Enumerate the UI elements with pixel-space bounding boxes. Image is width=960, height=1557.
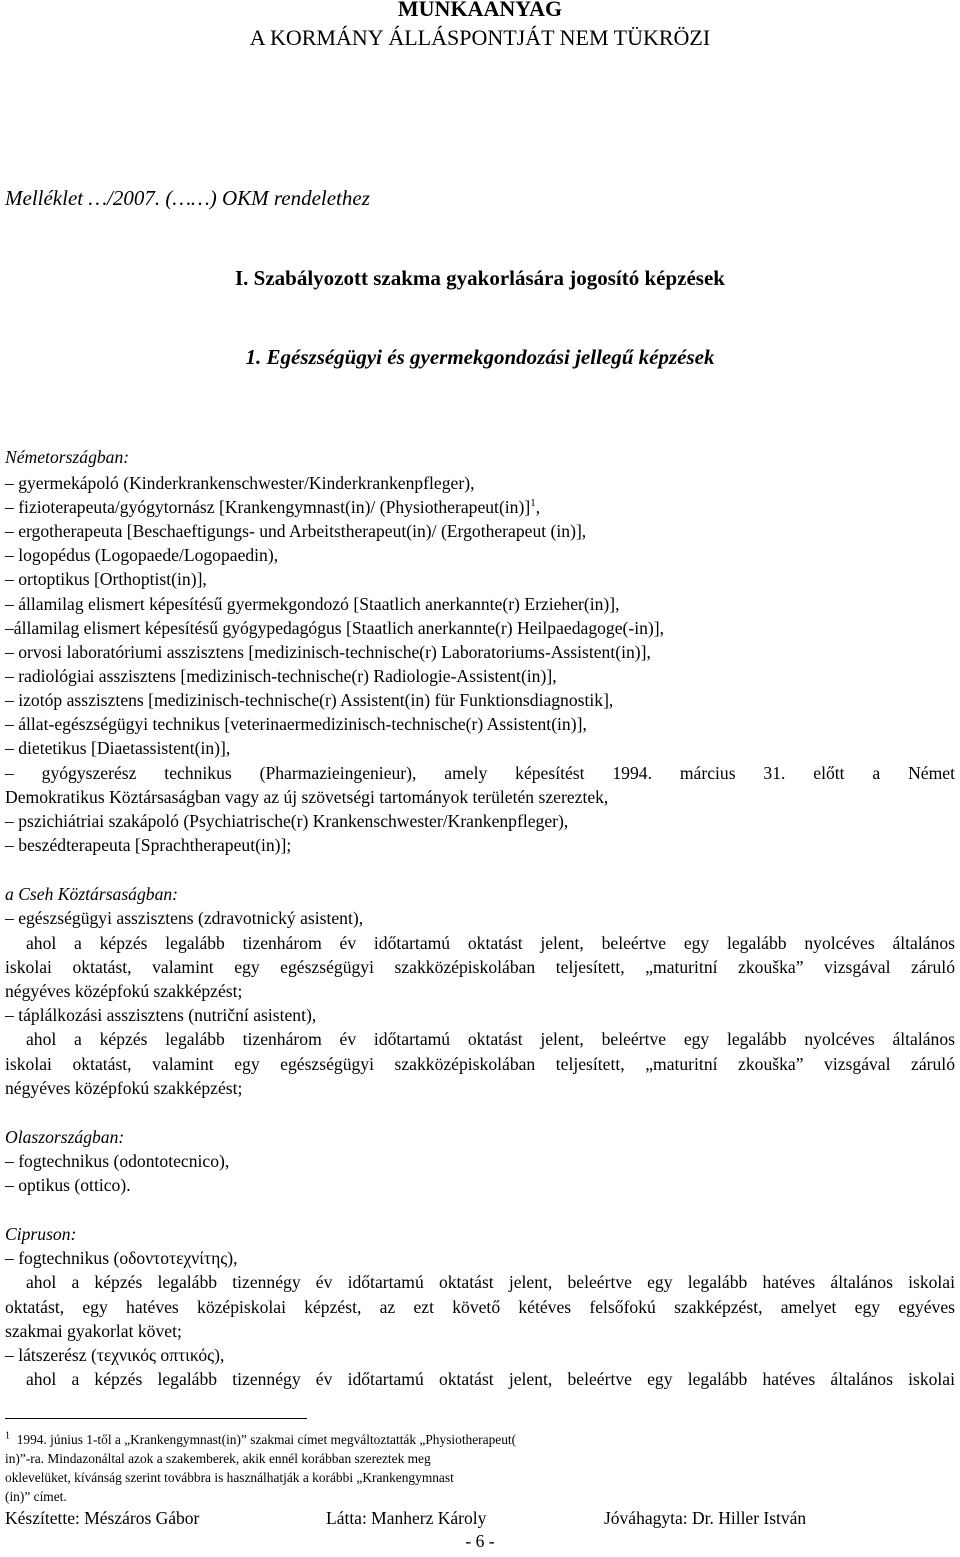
list-item [5,495,955,519]
footer-approver: Jóváhagyta: Dr. Hiller István [604,1508,807,1528]
list-item: – táplálkozási asszisztens (nutriční asistent), [5,1005,317,1025]
list-item: – dietetikus [Diaetassistent(in)], [5,738,231,758]
section-title: I. Szabályozott szakma gyakorlására jogosító képzések [235,266,725,290]
list-item: – egészségügyi asszisztens (zdravotnický asistent), [5,908,364,928]
country-heading-czech: a Cseh Köztársaságban: [5,884,179,904]
footer-author: Készítette: Mészáros Gábor [5,1508,200,1528]
list-item-text: – fizioterapeuta/gyógytornász [Krankengymnast(in)/ (Physiotherapeut(in)] [5,497,531,517]
paragraph-line: ahol a képzés legalább tizenhárom év időtartamú oktatást jelent, beleértve egy legalább nyolcéves általános [26,1029,955,1049]
list-item: – pszichiátriai szakápoló (Psychiatrische(r) Krankenschwester/Krankenpfleger), [5,811,569,831]
list-item: – radiológiai asszisztens [medizinisch-technische(r) Radiologie-Assistent(in)], [5,666,557,686]
paragraph-line: oktatást, egy hatéves középiskolai képzést, az ezt követő kétéves felsőfokú szakképzést, amelyet egy egyéves [5,1297,955,1317]
list-item-punct: , [535,497,541,517]
list-item: – gyermekápoló (Kinderkrankenschwester/Kinderkrankenpfleger), [5,473,475,493]
paragraph-line: iskolai oktatást, valamint egy egészségügyi szakközépiskolában teljesített, „maturitní zkouška” vizsgával záruló [5,1054,955,1074]
paragraph-line: iskolai oktatást, valamint egy egészségügyi szakközépiskolában teljesített, „maturitní zkouška” vizsgával záruló [5,957,955,977]
list-item: – beszédterapeuta [Sprachtherapeut(in)]; [5,835,292,855]
list-item: – látszerész (τεχνικός οπτικός), [5,1345,225,1365]
header-draft-label: MUNKAANYAG [397,0,563,21]
subsection-title: 1. Egészségügyi és gyermekgondozási jellegű képzések [245,345,715,369]
paragraph-line: ahol a képzés legalább tizennégy év időtartamú oktatást jelent, beleértve egy legalább hatéves általános iskolai [26,1369,955,1389]
paragraph-line: négyéves középfokú szakképzést; [5,981,243,1001]
annex-title: Melléklet …/2007. (……) OKM rendelethez [5,186,370,210]
list-item: – orvosi laboratóriumi asszisztens [medizinisch-technische(r) Laboratoriums-Assistent(in)], [5,642,651,662]
country-heading-italy: Olaszországban: [5,1127,125,1147]
footnote-line: (in)” címet. [5,1489,67,1504]
paragraph-line: négyéves középfokú szakképzést; [5,1078,243,1098]
footnote-line: in)”-ra. Mindazonáltal azok a szakemberek, akik ennél korábban szereztek meg [5,1451,431,1466]
footnote-line: oklevelüket, kívánság szerint továbbra is használhatják a korábbi „Krankengymnast [5,1470,454,1485]
footer-reviewer: Látta: Manherz Károly [326,1508,487,1528]
page-number: - 6 - [465,1531,495,1551]
list-item: – izotóp asszisztens [medizinisch-technische(r) Assistent(in) für Funktionsdiagnostik], [5,690,614,710]
paragraph-line: ahol a képzés legalább tizenhárom év időtartamú oktatást jelent, beleértve egy legalább nyolcéves általános [26,933,955,953]
list-item: – ergotherapeuta [Beschaeftigungs- und Arbeitstherapeut(in)/ (Ergotherapeut (in)], [5,521,587,541]
footnote-text: 1994. június 1-től a „Krankengymnast(in)” szakmai címet megváltoztatták „Physiotherapeut( [16,1432,517,1447]
list-item: – logopédus (Logopaede/Logopaedin), [5,545,279,565]
list-item: – optikus (ottico). [5,1175,131,1195]
list-item: – fogtechnikus (odontotecnico), [5,1151,230,1171]
footnote-mark: 1 [5,1430,10,1442]
header-disclaimer: A KORMÁNY ÁLLÁSPONTJÁT NEM TÜKRÖZI [249,25,711,50]
list-item: –államilag elismert képesítésű gyógypedagógus [Staatlich anerkannte(r) Heilpaedagoge(-in)], [5,618,665,638]
paragraph-line: szakmai gyakorlat követ; [5,1321,182,1341]
list-item: – állat-egészségügyi technikus [veterinaermedizinisch-technische(r) Assistent(in)], [5,714,587,734]
footnote-ref: 1 [530,497,536,510]
footnote-line [5,1430,516,1449]
paragraph-line: ahol a képzés legalább tizennégy év időtartamú oktatást jelent, beleértve egy legalább hatéves általános iskolai [26,1272,955,1292]
list-item-continuation: Demokratikus Köztársaságban vagy az új szövetségi tartományok területén szereztek, [5,787,609,807]
list-item: – ortoptikus [Orthoptist(in)], [5,569,207,589]
footnote-separator [5,1418,307,1419]
list-item: – államilag elismert képesítésű gyermekgondozó [Staatlich anerkannte(r) Erzieher(in)], [5,594,620,614]
list-item: – fogtechnikus (οδοντοτεχνίτης), [5,1248,238,1268]
country-heading-cyprus: Cipruson: [5,1224,77,1244]
country-heading-germany: Németországban: [5,447,130,467]
list-item: – gyógyszerész technikus (Pharmazieingenieur), amely képesítést 1994. március 31. előtt a Német [5,763,955,783]
